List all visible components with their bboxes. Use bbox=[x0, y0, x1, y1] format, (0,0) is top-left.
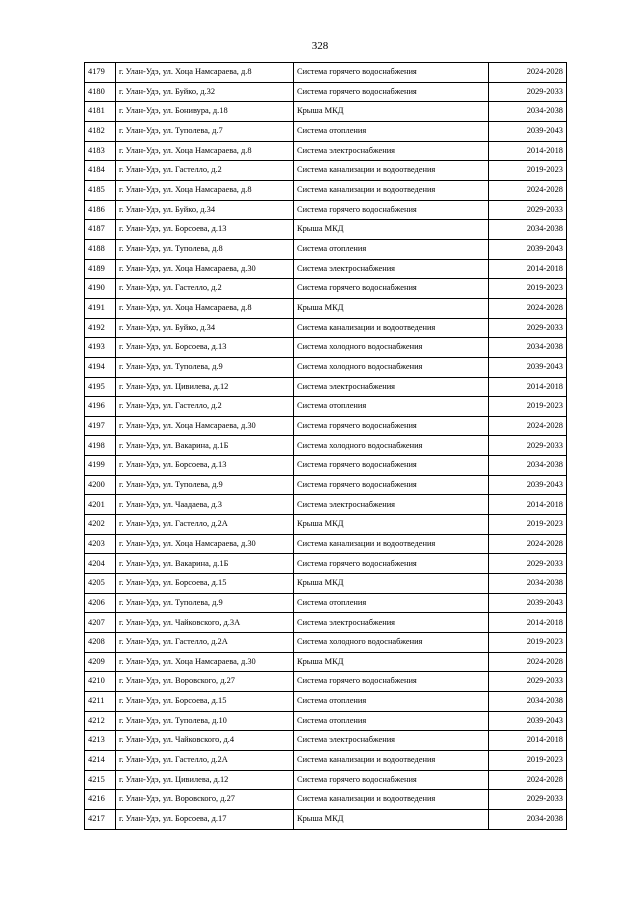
address-cell: г. Улан-Удэ, ул. Вакарина, д.1Б bbox=[116, 554, 294, 574]
table-row bbox=[85, 456, 567, 476]
table-row bbox=[85, 357, 567, 377]
table-row bbox=[85, 692, 567, 712]
system-cell: Система горячего водоснабжения bbox=[294, 63, 489, 83]
system-cell: Система канализации и водоотведения bbox=[294, 534, 489, 554]
address-cell: г. Улан-Удэ, ул. Чайковского, д.4 bbox=[116, 731, 294, 751]
address-cell: г. Улан-Удэ, ул. Туполева, д.9 bbox=[116, 357, 294, 377]
registry-table bbox=[84, 62, 567, 830]
row-number: 4209 bbox=[85, 652, 116, 672]
row-number: 4217 bbox=[85, 809, 116, 829]
system-cell: Крыша МКД bbox=[294, 652, 489, 672]
row-number: 4205 bbox=[85, 574, 116, 594]
address-cell: г. Улан-Удэ, ул. Бонивура, д.18 bbox=[116, 102, 294, 122]
row-number: 4183 bbox=[85, 141, 116, 161]
table-row bbox=[85, 82, 567, 102]
row-number: 4210 bbox=[85, 672, 116, 692]
address-cell: г. Улан-Удэ, ул. Гастелло, д.2 bbox=[116, 279, 294, 299]
table-row bbox=[85, 141, 567, 161]
system-cell: Система горячего водоснабжения bbox=[294, 200, 489, 220]
period-cell: 2024-2028 bbox=[489, 770, 567, 790]
period-cell: 2019-2023 bbox=[489, 750, 567, 770]
address-cell: г. Улан-Удэ, ул. Гастелло, д.2А bbox=[116, 515, 294, 535]
table-row bbox=[85, 593, 567, 613]
row-number: 4181 bbox=[85, 102, 116, 122]
row-number: 4189 bbox=[85, 259, 116, 279]
system-cell: Крыша МКД bbox=[294, 220, 489, 240]
table-row bbox=[85, 102, 567, 122]
row-number: 4180 bbox=[85, 82, 116, 102]
row-number: 4208 bbox=[85, 633, 116, 653]
period-cell: 2024-2028 bbox=[489, 534, 567, 554]
system-cell: Система электроснабжения bbox=[294, 613, 489, 633]
period-cell: 2029-2033 bbox=[489, 318, 567, 338]
table-row bbox=[85, 377, 567, 397]
address-cell: г. Улан-Удэ, ул. Гастелло, д.2А bbox=[116, 633, 294, 653]
row-number: 4215 bbox=[85, 770, 116, 790]
table-row bbox=[85, 259, 567, 279]
table-row bbox=[85, 121, 567, 141]
address-cell: г. Улан-Удэ, ул. Буйко, д.34 bbox=[116, 318, 294, 338]
address-cell: г. Улан-Удэ, ул. Хоца Намсараева, д.30 bbox=[116, 416, 294, 436]
address-cell: г. Улан-Удэ, ул. Туполева, д.9 bbox=[116, 593, 294, 613]
address-cell: г. Улан-Удэ, ул. Туполева, д.8 bbox=[116, 239, 294, 259]
row-number: 4214 bbox=[85, 750, 116, 770]
row-number: 4216 bbox=[85, 790, 116, 810]
table-row bbox=[85, 279, 567, 299]
row-number: 4198 bbox=[85, 436, 116, 456]
system-cell: Система отопления bbox=[294, 692, 489, 712]
table-row bbox=[85, 633, 567, 653]
table-row bbox=[85, 574, 567, 594]
table-row bbox=[85, 239, 567, 259]
period-cell: 2019-2023 bbox=[489, 515, 567, 535]
period-cell: 2024-2028 bbox=[489, 298, 567, 318]
system-cell: Система горячего водоснабжения bbox=[294, 456, 489, 476]
row-number: 4187 bbox=[85, 220, 116, 240]
period-cell: 2029-2033 bbox=[489, 672, 567, 692]
system-cell: Система горячего водоснабжения bbox=[294, 279, 489, 299]
table-row bbox=[85, 475, 567, 495]
address-cell: г. Улан-Удэ, ул. Цивилева, д.12 bbox=[116, 377, 294, 397]
system-cell: Система отопления bbox=[294, 711, 489, 731]
system-cell: Система канализации и водоотведения bbox=[294, 790, 489, 810]
system-cell: Система канализации и водоотведения bbox=[294, 161, 489, 181]
period-cell: 2014-2018 bbox=[489, 141, 567, 161]
system-cell: Система горячего водоснабжения bbox=[294, 672, 489, 692]
address-cell: г. Улан-Удэ, ул. Буйко, д.32 bbox=[116, 82, 294, 102]
row-number: 4201 bbox=[85, 495, 116, 515]
system-cell: Система электроснабжения bbox=[294, 495, 489, 515]
period-cell: 2039-2043 bbox=[489, 121, 567, 141]
period-cell: 2039-2043 bbox=[489, 475, 567, 495]
table-row bbox=[85, 338, 567, 358]
system-cell: Система отопления bbox=[294, 397, 489, 417]
system-cell: Система горячего водоснабжения bbox=[294, 554, 489, 574]
address-cell: г. Улан-Удэ, ул. Хоца Намсараева, д.8 bbox=[116, 180, 294, 200]
address-cell: г. Улан-Удэ, ул. Борсоева, д.13 bbox=[116, 220, 294, 240]
address-cell: г. Улан-Удэ, ул. Чаадаева, д.3 bbox=[116, 495, 294, 515]
address-cell: г. Улан-Удэ, ул. Хоца Намсараева, д.30 bbox=[116, 534, 294, 554]
period-cell: 2039-2043 bbox=[489, 593, 567, 613]
system-cell: Система отопления bbox=[294, 121, 489, 141]
row-number: 4211 bbox=[85, 692, 116, 712]
system-cell: Система электроснабжения bbox=[294, 731, 489, 751]
period-cell: 2024-2028 bbox=[489, 180, 567, 200]
system-cell: Система горячего водоснабжения bbox=[294, 416, 489, 436]
system-cell: Система электроснабжения bbox=[294, 377, 489, 397]
address-cell: г. Улан-Удэ, ул. Борсоева, д.15 bbox=[116, 692, 294, 712]
table-row bbox=[85, 534, 567, 554]
row-number: 4213 bbox=[85, 731, 116, 751]
period-cell: 2019-2023 bbox=[489, 397, 567, 417]
system-cell: Система отопления bbox=[294, 593, 489, 613]
system-cell: Крыша МКД bbox=[294, 809, 489, 829]
address-cell: г. Улан-Удэ, ул. Гастелло, д.2 bbox=[116, 161, 294, 181]
period-cell: 2034-2038 bbox=[489, 692, 567, 712]
system-cell: Система канализации и водоотведения bbox=[294, 180, 489, 200]
row-number: 4192 bbox=[85, 318, 116, 338]
period-cell: 2019-2023 bbox=[489, 161, 567, 181]
address-cell: г. Улан-Удэ, ул. Туполева, д.9 bbox=[116, 475, 294, 495]
row-number: 4212 bbox=[85, 711, 116, 731]
row-number: 4202 bbox=[85, 515, 116, 535]
address-cell: г. Улан-Удэ, ул. Хоца Намсараева, д.8 bbox=[116, 141, 294, 161]
period-cell: 2034-2038 bbox=[489, 574, 567, 594]
row-number: 4188 bbox=[85, 239, 116, 259]
row-number: 4185 bbox=[85, 180, 116, 200]
system-cell: Система горячего водоснабжения bbox=[294, 82, 489, 102]
address-cell: г. Улан-Удэ, ул. Буйко, д.34 bbox=[116, 200, 294, 220]
table-row bbox=[85, 770, 567, 790]
table-row bbox=[85, 750, 567, 770]
system-cell: Система канализации и водоотведения bbox=[294, 318, 489, 338]
address-cell: г. Улан-Удэ, ул. Туполева, д.7 bbox=[116, 121, 294, 141]
table-row bbox=[85, 397, 567, 417]
period-cell: 2024-2028 bbox=[489, 63, 567, 83]
period-cell: 2029-2033 bbox=[489, 790, 567, 810]
system-cell: Система электроснабжения bbox=[294, 259, 489, 279]
table-row bbox=[85, 180, 567, 200]
period-cell: 2014-2018 bbox=[489, 731, 567, 751]
page-number: 328 bbox=[311, 40, 329, 52]
period-cell: 2034-2038 bbox=[489, 338, 567, 358]
table-row bbox=[85, 495, 567, 515]
system-cell: Крыша МКД bbox=[294, 515, 489, 535]
row-number: 4190 bbox=[85, 279, 116, 299]
period-cell: 2014-2018 bbox=[489, 613, 567, 633]
table-row bbox=[85, 63, 567, 83]
row-number: 4197 bbox=[85, 416, 116, 436]
table-row bbox=[85, 554, 567, 574]
row-number: 4195 bbox=[85, 377, 116, 397]
row-number: 4196 bbox=[85, 397, 116, 417]
row-number: 4194 bbox=[85, 357, 116, 377]
period-cell: 2019-2023 bbox=[489, 633, 567, 653]
address-cell: г. Улан-Удэ, ул. Гастелло, д.2 bbox=[116, 397, 294, 417]
system-cell: Система холодного водоснабжения bbox=[294, 338, 489, 358]
system-cell: Система холодного водоснабжения bbox=[294, 436, 489, 456]
row-number: 4184 bbox=[85, 161, 116, 181]
system-cell: Система отопления bbox=[294, 239, 489, 259]
period-cell: 2034-2038 bbox=[489, 102, 567, 122]
row-number: 4200 bbox=[85, 475, 116, 495]
row-number: 4182 bbox=[85, 121, 116, 141]
address-cell: г. Улан-Удэ, ул. Борсоева, д.13 bbox=[116, 338, 294, 358]
system-cell: Крыша МКД bbox=[294, 574, 489, 594]
system-cell: Крыша МКД bbox=[294, 298, 489, 318]
system-cell: Система канализации и водоотведения bbox=[294, 750, 489, 770]
table-row bbox=[85, 672, 567, 692]
table-row bbox=[85, 711, 567, 731]
period-cell: 2029-2033 bbox=[489, 554, 567, 574]
address-cell: г. Улан-Удэ, ул. Хоца Намсараева, д.8 bbox=[116, 63, 294, 83]
period-cell: 2024-2028 bbox=[489, 652, 567, 672]
table-row bbox=[85, 298, 567, 318]
address-cell: г. Улан-Удэ, ул. Воровского, д.27 bbox=[116, 790, 294, 810]
row-number: 4203 bbox=[85, 534, 116, 554]
period-cell: 2034-2038 bbox=[489, 809, 567, 829]
period-cell: 2039-2043 bbox=[489, 239, 567, 259]
row-number: 4206 bbox=[85, 593, 116, 613]
address-cell: г. Улан-Удэ, ул. Хоца Намсараева, д.30 bbox=[116, 259, 294, 279]
period-cell: 2029-2033 bbox=[489, 436, 567, 456]
table-row bbox=[85, 652, 567, 672]
period-cell: 2014-2018 bbox=[489, 377, 567, 397]
period-cell: 2039-2043 bbox=[489, 711, 567, 731]
period-cell: 2019-2023 bbox=[489, 279, 567, 299]
address-cell: г. Улан-Удэ, ул. Борсоева, д.17 bbox=[116, 809, 294, 829]
address-cell: г. Улан-Удэ, ул. Борсоева, д.13 bbox=[116, 456, 294, 476]
row-number: 4186 bbox=[85, 200, 116, 220]
period-cell: 2014-2018 bbox=[489, 495, 567, 515]
table-row bbox=[85, 790, 567, 810]
address-cell: г. Улан-Удэ, ул. Вакарина, д.1Б bbox=[116, 436, 294, 456]
row-number: 4207 bbox=[85, 613, 116, 633]
address-cell: г. Улан-Удэ, ул. Хоца Намсараева, д.30 bbox=[116, 652, 294, 672]
table-row bbox=[85, 515, 567, 535]
period-cell: 2024-2028 bbox=[489, 416, 567, 436]
address-cell: г. Улан-Удэ, ул. Борсоева, д.15 bbox=[116, 574, 294, 594]
address-cell: г. Улан-Удэ, ул. Хоца Намсараева, д.8 bbox=[116, 298, 294, 318]
table-row bbox=[85, 161, 567, 181]
system-cell: Система холодного водоснабжения bbox=[294, 633, 489, 653]
address-cell: г. Улан-Удэ, ул. Чайковского, д.3А bbox=[116, 613, 294, 633]
row-number: 4179 bbox=[85, 63, 116, 83]
period-cell: 2029-2033 bbox=[489, 200, 567, 220]
table-row bbox=[85, 318, 567, 338]
period-cell: 2039-2043 bbox=[489, 357, 567, 377]
table-row bbox=[85, 416, 567, 436]
table-row bbox=[85, 220, 567, 240]
address-cell: г. Улан-Удэ, ул. Гастелло, д.2А bbox=[116, 750, 294, 770]
system-cell: Система горячего водоснабжения bbox=[294, 475, 489, 495]
row-number: 4199 bbox=[85, 456, 116, 476]
period-cell: 2029-2033 bbox=[489, 82, 567, 102]
table-row bbox=[85, 613, 567, 633]
row-number: 4191 bbox=[85, 298, 116, 318]
system-cell: Крыша МКД bbox=[294, 102, 489, 122]
row-number: 4193 bbox=[85, 338, 116, 358]
table-row bbox=[85, 200, 567, 220]
table-row bbox=[85, 731, 567, 751]
row-number: 4204 bbox=[85, 554, 116, 574]
address-cell: г. Улан-Удэ, ул. Туполева, д.10 bbox=[116, 711, 294, 731]
address-cell: г. Улан-Удэ, ул. Воровского, д.27 bbox=[116, 672, 294, 692]
period-cell: 2034-2038 bbox=[489, 456, 567, 476]
table-row bbox=[85, 809, 567, 829]
system-cell: Система холодного водоснабжения bbox=[294, 357, 489, 377]
table-row bbox=[85, 436, 567, 456]
period-cell: 2014-2018 bbox=[489, 259, 567, 279]
system-cell: Система электроснабжения bbox=[294, 141, 489, 161]
period-cell: 2034-2038 bbox=[489, 220, 567, 240]
address-cell: г. Улан-Удэ, ул. Цивилева, д.12 bbox=[116, 770, 294, 790]
registry-table-body bbox=[85, 63, 567, 830]
system-cell: Система горячего водоснабжения bbox=[294, 770, 489, 790]
